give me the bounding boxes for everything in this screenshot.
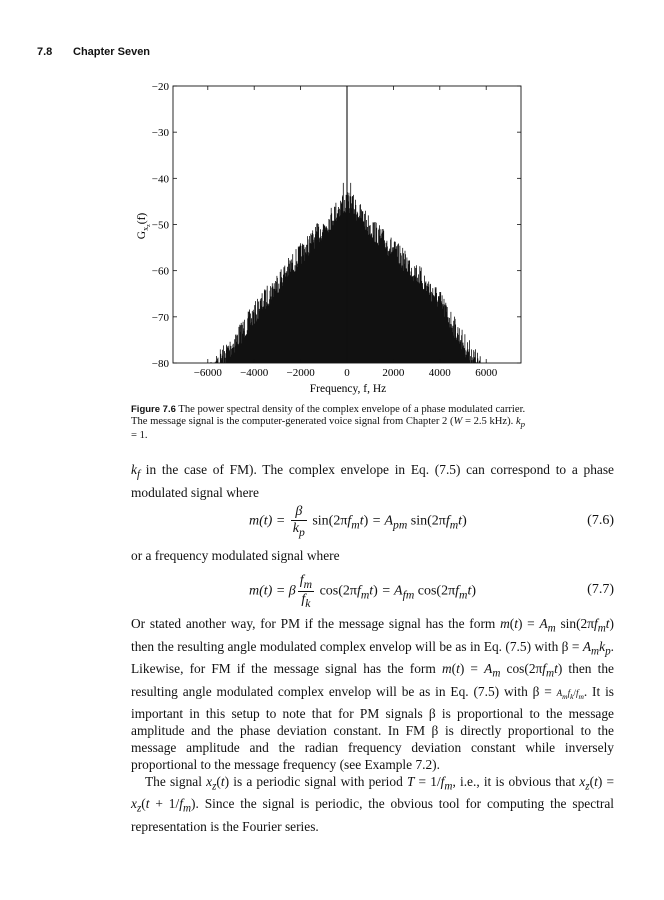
y-tick-label: −30 — [151, 127, 169, 140]
equation-7-6: m(t) = $\frac{\beta}{k_p}$ $\sin(2\pi f_mt) = A_{pm}$ $\sin(2\pi f_mt)$ (7.6) — [249, 504, 614, 539]
paragraph-3: Or stated another way, for PM if the message signal has the form $m(t) = A_m$ $\sin(2\pi f_mt)$ then the resulting angle modulated complex envelop will be as in Eq. (7.5) with $\beta = A_mk_p$. Likewise, for FM if the message signal has the form $m(t) = A_m$ $\cos(2\pi f_mt)$ then the resulting angle modulated complex envelop will be as in Eq. (7.5) with $\beta = A_mf_k/f_m$. It is important in this setup to note that for PM signals β is proportional to the message amplitude and the phase deviation constant. In FM β is directly proportional to the message amplitude and the radian frequency deviation constant while inversely proportional to the message frequency (see Example 7.2). The signal $x_z(t)$ is a periodic signal with period $T = 1/f_m$, i.e., it is obvious that $x_z(t) = x_z(t + 1/f_m)$. Since the signal is periodic, the obvious tool for computing the spectral representation is the Fourier series. — [131, 616, 614, 835]
x-axis-label: Frequency, f, Hz — [309, 383, 387, 395]
psd-figure — [0, 0, 664, 400]
y-tick-label: −50 — [151, 219, 169, 232]
equation-number: (7.6) — [587, 513, 614, 528]
x-tick-label: −2000 — [286, 367, 315, 379]
x-tick-label: 4000 — [428, 367, 451, 379]
x-tick-label: 0 — [344, 367, 350, 379]
equation-7-7: m(t) = β $\frac{f_m}{f_k}$ $\cos(2\pi f_mt) = A_{fm}$ $\cos(2\pi f_mt)$ (7.7) — [249, 573, 614, 610]
paragraph-2: or a frequency modulated signal where — [131, 548, 340, 563]
caption-label: Figure 7.6 — [131, 404, 176, 415]
chapter-title: Chapter Seven — [73, 46, 151, 58]
x-tick-label: −6000 — [193, 367, 222, 379]
x-tick-label: 6000 — [475, 367, 498, 379]
y-tick-label: −20 — [151, 81, 169, 93]
y-tick-label: −70 — [151, 311, 169, 324]
x-tick-label: −4000 — [240, 367, 269, 379]
caption-text: The power spectral density of the complex envelope of a phase modulated carrier. The message signal is the computer-generated voice signal from Chapter 2 (W = 2.5 kHz). $k_p = 1$. — [131, 404, 526, 442]
equation-number: (7.7) — [587, 582, 614, 597]
y-axis-label — [136, 213, 152, 240]
y-tick-label: −60 — [151, 265, 169, 278]
y-tick-label: −80 — [151, 358, 169, 370]
paragraph-1: $k_f$ in the case of FM). The complex envelope in Eq. (7.5) can correspond to a phase modulated signal where — [131, 462, 614, 500]
section-number: 7.8 — [37, 46, 53, 58]
figure-caption — [131, 404, 527, 442]
y-tick-label: −40 — [151, 173, 169, 186]
svg-text:Gxz(f): $G_xz(f)$ — [136, 212, 152, 240]
x-tick-label: 2000 — [382, 367, 405, 379]
psd-trace — [201, 86, 493, 363]
